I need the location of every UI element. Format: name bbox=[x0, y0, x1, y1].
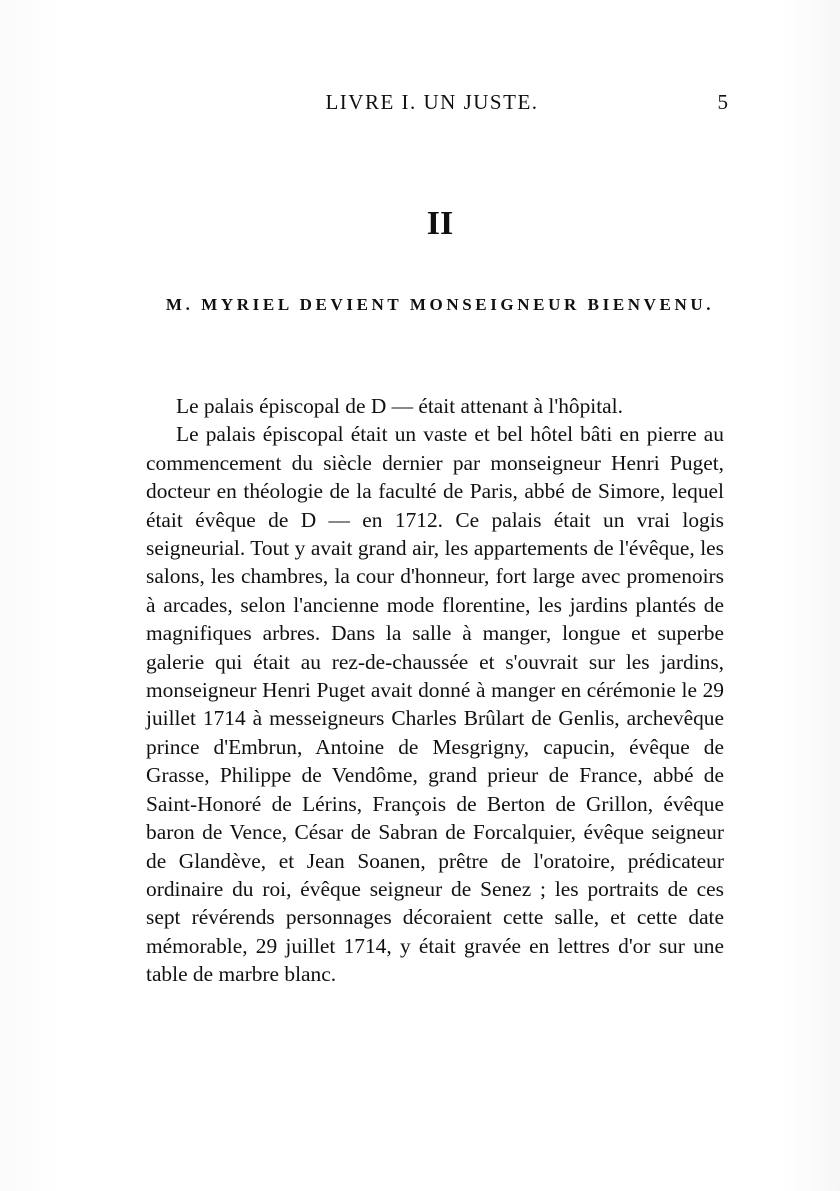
chapter-title: M. MYRIEL DEVIENT MONSEIGNEUR BIENVENU. bbox=[165, 295, 715, 314]
paragraph: Le palais épiscopal de D — était attenant à l'hôpital. bbox=[176, 394, 623, 418]
running-head bbox=[140, 90, 728, 118]
paragraph: Le palais épiscopal était un vaste et bel hôtel bâti en pierre au commencement du siècle dernier par monseigneur Henri Puget, docteur en théologie de la faculté de Paris, abbé de Simore, lequel était évêque de D — en 1712. Ce palais était un vrai logis seigneurial. Tout y avait grand air, les appartements de l'évêque, les salons, les chambres, la cour d'honneur, fort large avec promenoirs à arcades, selon l'ancienne mode florentine, les jardins plantés de magnifiques arbres. Dans la salle à manger, longue et superbe galerie qui était au rez-de-chaussée et s'ouvrait sur les jardins, monseigneur Henri Puget avait donné à manger en cérémonie le 29 juillet 1714 à messeigneurs Charles Brûlart de Genlis, archevêque prince d'Embrun, Antoine de Mesgrigny, capucin, évêque de Grasse, Philippe de Vendôme, grand prieur de France, abbé de Saint-Honoré de Lérins, François de Berton de Grillon, évêque baron de Vence, César de Sabran de Forcalquier, évêque seigneur de Glandève, et Jean Soanen, prêtre de l'oratoire, prédicateur ordinaire du roi, évêque seigneur de Senez ; les portraits de ces sept révérends personnages décoraient cette salle, et cette date mémorable, 29 juillet 1714, y était gravée en lettres d'or sur une table de marbre blanc. bbox=[146, 422, 724, 987]
page-number: 5 bbox=[717, 90, 728, 114]
chapter-number: II bbox=[426, 205, 454, 242]
running-title: LIVRE I. UN JUSTE. bbox=[325, 90, 539, 114]
body-text bbox=[146, 392, 724, 989]
